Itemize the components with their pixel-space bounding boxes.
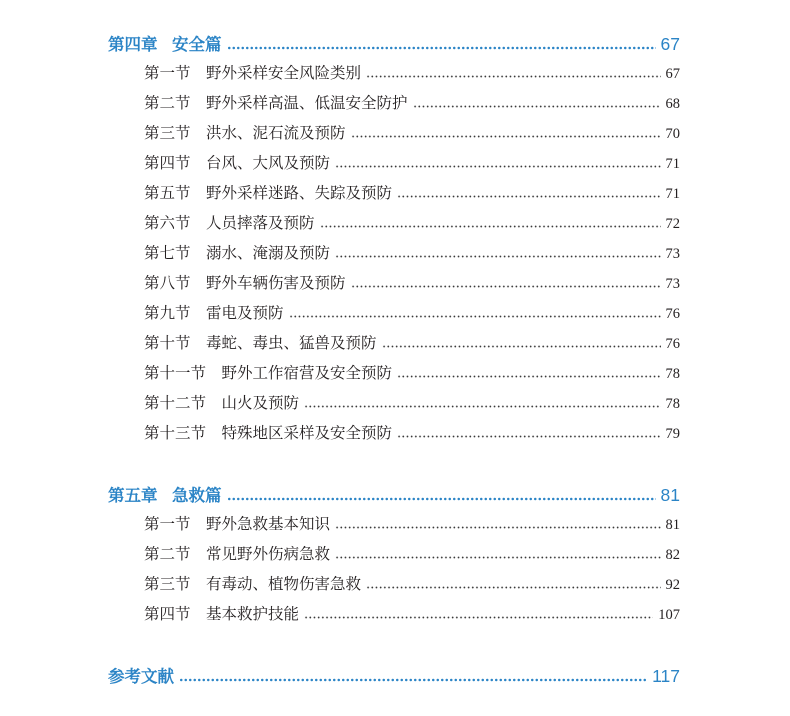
toc-entry [144,389,680,419]
dot-leader [304,405,660,408]
dot-leader [413,105,661,108]
section-title: 溺水、淹溺及预防 [206,245,331,262]
toc-entry [144,329,680,359]
toc-entry [144,59,680,89]
section-title: 洪水、泥石流及预防 [206,125,346,142]
section-title: 特殊地区采样及安全预防 [221,425,393,442]
toc-entry [144,179,680,209]
dot-leader [397,435,660,438]
references-page-number: 117 [652,666,680,686]
section-title: 野外采样高温、低温安全防护 [206,95,408,112]
section-page-number: 81 [665,517,680,533]
section-title: 野外车辆伤害及预防 [206,275,346,292]
toc-entry [144,540,680,570]
section-number: 第三节 [144,125,191,142]
dot-leader [335,556,660,559]
toc-entry [144,209,680,239]
dot-leader [335,165,660,168]
dot-leader [320,225,661,228]
chapter-title: 安全篇 [172,36,222,54]
section-page-number: 73 [665,246,680,262]
chapter-4 [108,29,680,449]
section-page-number: 71 [665,186,680,202]
chapter-heading [108,480,680,510]
toc-entry [144,149,680,179]
toc-entry [144,419,680,449]
section-number: 第四节 [144,606,191,623]
section-title: 台风、大风及预防 [206,155,331,172]
chapter-title: 急救篇 [172,487,222,505]
section-number: 第二节 [144,546,191,563]
dot-leader [366,75,660,78]
section-title: 野外采样安全风险类别 [206,65,362,82]
references-entry [108,661,680,691]
section-title: 基本救护技能 [206,606,300,623]
section-number: 第六节 [144,215,191,232]
section-page-number: 78 [665,366,680,382]
section-page-number: 107 [658,607,680,623]
chapter-heading [108,29,680,59]
section-number: 第八节 [144,275,191,292]
section-title: 野外急救基本知识 [206,516,331,533]
toc-entry [144,600,680,630]
section-page-number: 76 [665,306,680,322]
toc-entry [144,570,680,600]
section-number: 第五节 [144,185,191,202]
section-number: 第四节 [144,155,191,172]
section-title: 常见野外伤病急救 [206,546,331,563]
section-number: 第三节 [144,576,191,593]
section-number: 第一节 [144,516,191,533]
section-title: 人员摔落及预防 [206,215,315,232]
dot-leader [335,526,660,529]
toc-entry [144,89,680,119]
chapter-number: 第四章 [108,36,158,54]
section-number: 第二节 [144,95,191,112]
section-page-number: 82 [665,547,680,563]
section-title: 野外工作宿营及安全预防 [221,365,393,382]
references-title: 参考文献 [108,668,174,686]
dot-leader [397,375,660,378]
section-page-number: 72 [665,216,680,232]
chapter-page-number: 81 [660,485,680,505]
toc-entry [144,510,680,540]
section-page-number: 71 [665,156,680,172]
section-number: 第七节 [144,245,191,262]
dot-leader [227,46,656,50]
chapter-5 [108,480,680,630]
dot-leader [382,345,661,348]
section-page-number: 68 [665,96,680,112]
section-number: 第十节 [144,335,191,352]
section-title: 毒蛇、毒虫、猛兽及预防 [206,335,377,352]
dot-leader [289,315,661,318]
section-number: 第九节 [144,305,191,322]
dot-leader [351,285,661,288]
chapter-number: 第五章 [108,487,158,505]
dot-leader [304,616,653,619]
section-title: 有毒动、植物伤害急救 [206,576,362,593]
section-page-number: 78 [665,396,680,412]
chapter-page-number: 67 [660,34,680,54]
toc-entry [144,119,680,149]
toc-entry [144,239,680,269]
table-of-contents [108,29,680,691]
section-page-number: 70 [665,126,680,142]
section-number: 第十二节 [144,395,207,412]
section-page-number: 79 [665,426,680,442]
dot-leader [335,255,660,258]
dot-leader [179,678,647,682]
section-number: 第一节 [144,65,191,82]
toc-entry [144,359,680,389]
dot-leader [227,497,656,501]
section-page-number: 73 [665,276,680,292]
section-page-number: 92 [665,577,680,593]
section-title: 山火及预防 [221,395,300,412]
section-page-number: 76 [665,336,680,352]
dot-leader [366,586,660,589]
section-title: 雷电及预防 [206,305,284,322]
dot-leader [351,135,661,138]
section-number: 第十一节 [144,365,207,382]
section-title: 野外采样迷路、失踪及预防 [206,185,393,202]
toc-entry [144,299,680,329]
toc-entry [144,269,680,299]
section-number: 第十三节 [144,425,207,442]
section-page-number: 67 [665,66,680,82]
dot-leader [397,195,660,198]
